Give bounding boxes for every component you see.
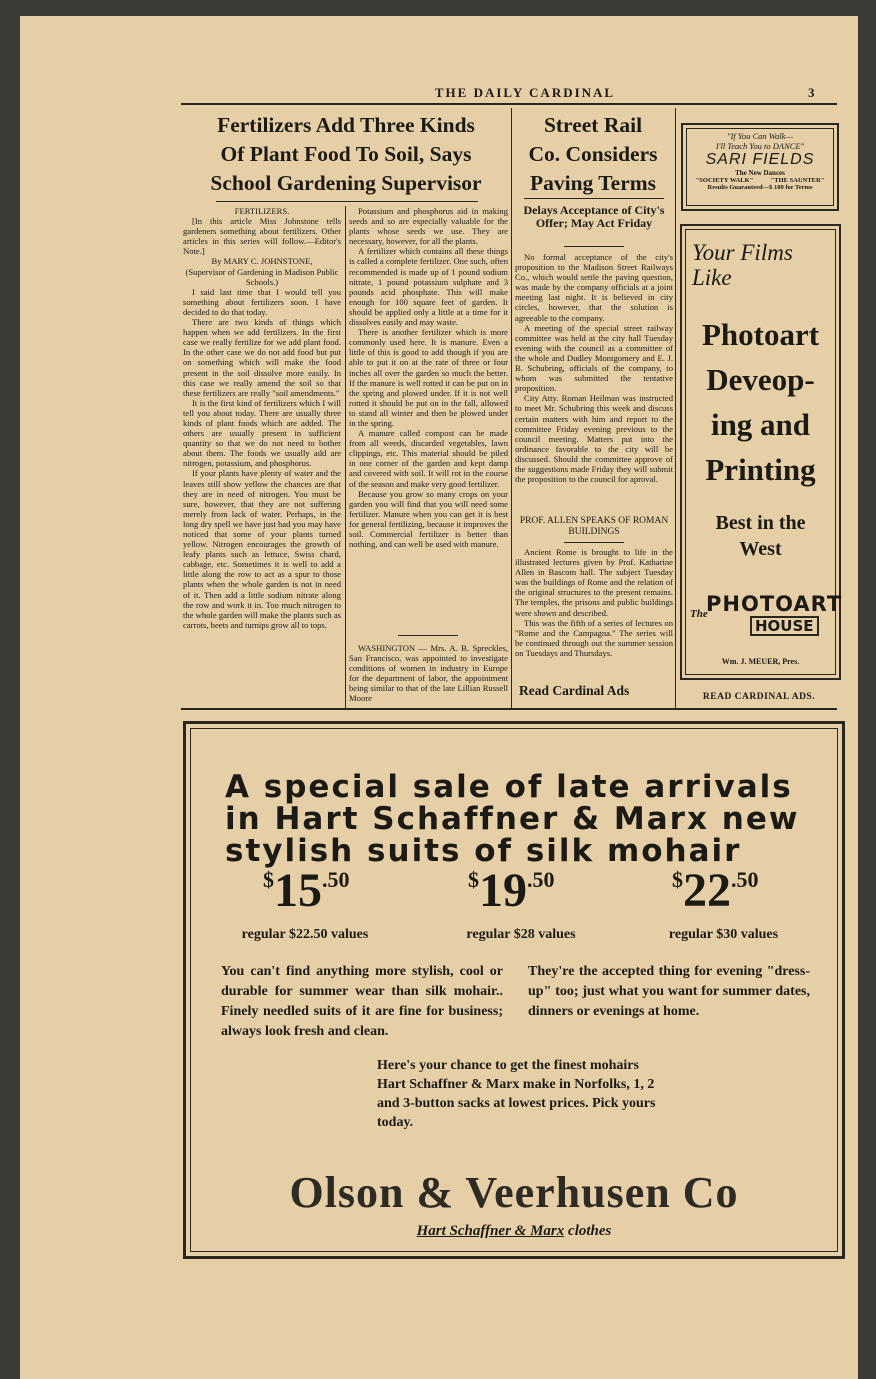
photoart-house-logo [690, 592, 843, 642]
newspaper-page [20, 16, 858, 1379]
ad-text: "If You Can Walk— [727, 131, 793, 141]
paragraph: Ancient Rome is brought to life in the illustrated lectures given by Prof. Katharine Allen in Bascom hall. The subject Tuesday was the buildings of Rome and the relation of the original structures to the present remains. The temples, the prisons and public buildings were shown and described. [515, 547, 673, 618]
byline: By MARY C. JOHNSTONE, [211, 256, 313, 267]
paragraph: City Atty. Roman Heilman was instructed to meet Mr. Schubring this week and discuss certain matters with him and report to the committee Friday evening previous to the council meeting. Matters put into the ordinance favorable to the city will be discussed. Should the committee approve of the suggestions made Friday they will submit the proposition to the council for aproval. [515, 393, 673, 485]
ad-headline-line: A special sale of late arrivals [225, 769, 793, 805]
ad-text: Photoart [701, 317, 820, 352]
editor-note: [In this article Miss Johnstone tells gardeners something about fertilizers. Other articles in this series will follow.—Editor's Note.] [183, 216, 341, 257]
price-cents: .50 [731, 867, 759, 892]
price-1 [263, 864, 350, 917]
headline-line: Paving Terms [529, 171, 657, 195]
fertilizer-column-1 [183, 206, 341, 706]
dollar-sign: $ [468, 867, 479, 892]
ad-text: Printing [705, 452, 816, 487]
ad-text: Like [692, 265, 732, 290]
column-rule [675, 108, 676, 708]
masthead-rule [181, 103, 837, 105]
sari-fields-ad [681, 123, 839, 211]
dollar-sign: $ [263, 867, 274, 892]
regular-price: regular $30 values [668, 927, 779, 942]
short-rule [564, 246, 624, 247]
masthead: THE DAILY CARDINAL [434, 85, 616, 100]
logo-text: PHOTOART [706, 592, 843, 616]
paragraph: There are two kinds of things which happen when we add fertilizers. In the first case we really fertilize for we add plant food. In the other case we do not add food but put on something which will make the food present in the soil dissolve more easily. In this case we really amend the soil so that these fertilizers are really "soil amendments." [183, 317, 341, 398]
fertilizer-headline [181, 111, 511, 198]
olson-ad-frame [190, 728, 838, 1252]
headline-line: Co. Considers [528, 142, 658, 166]
ad-copy-center: Here's your chance to get the finest mohairs Hart Schaffner & Marx make in Norfolks, 1, 2 and 3-button sacks at lowest prices. Pick yours today. [377, 1058, 656, 1130]
section-rule [181, 708, 837, 710]
dance-name: "THE SAUNTER" [770, 177, 825, 184]
brand-suffix: clothes [568, 1223, 612, 1239]
paragraph: It is the first kind of fertilizers which I will tell you about today. There are usually three kinds of plant foods which are added. The others are usually present in sufficient quantity so that we do not need to bother about them. The foods we usually add are nitrogen, potassium, and phosphorus. [183, 397, 341, 469]
fertilizer-column-2 [349, 206, 508, 624]
paragraph: I said last time that I would tell you something about fertilizers soon. I have decided to do that today. [183, 286, 341, 317]
headline-rule [524, 198, 664, 199]
headline-line: School Gardening Supervisor [210, 171, 482, 195]
paragraph: No formal acceptance of the city's proposition to the Madison Street Railways Co., which would settle the paving question, was made by the company officials at a joint meeting last night. It is believed in city circles, however, that the solution is agreeable to the company. [515, 252, 673, 323]
regular-price: regular $22.50 values [241, 927, 369, 942]
price-cents: .50 [322, 867, 350, 892]
ad-copy-left: You can't find anything more stylish, cool or durable for summer wear than silk mohair.. Finely needled suits of it are fine for business; always look fresh and clean. [221, 964, 503, 1039]
price-cents: .50 [527, 867, 555, 892]
prof-allen-subhead: PROF. ALLEN SPEAKS OF ROMAN BUILDINGS [519, 516, 669, 537]
paragraph: Because you grow so many crops on your garden you will find that you will need some fertilizer. Manure when you can get it is best for general fertilizing, because it improves the soil. Commercial fertilizer is better than nothing, and can well be used with manure. [349, 488, 508, 550]
short-rule [398, 635, 458, 636]
read-cardinal-ads-note: Read Cardinal Ads [519, 683, 630, 698]
ad-headline-line: in Hart Schaffner & Marx new [225, 801, 800, 837]
headline-line: Fertilizers Add Three Kinds [217, 113, 475, 137]
headline-rule [216, 201, 478, 202]
sari-ad-frame [686, 128, 834, 206]
street-rail-body [515, 252, 673, 510]
price-dollars: 19 [479, 864, 527, 917]
ad-text: Best in the [715, 512, 806, 534]
price-3 [672, 864, 759, 917]
short-rule [564, 542, 624, 543]
ad-text: ing and [710, 407, 811, 442]
store-subline [191, 1223, 837, 1240]
byline-title: (Supervisor of Gardening in Madison Public Schools.) [185, 266, 339, 287]
paragraph: A meeting of the special street railway committee was held at the city hall Tuesday evening with the council as a committee of the whole and Dudley Montgomery and E. J. B. Schubring, officials of the company, to whom was submitted the tentative proposition. [515, 322, 673, 394]
price-2 [468, 864, 555, 917]
ad-text: Deveop- [706, 362, 815, 397]
ad-copy-right: They're the accepted thing for evening "dress-up" too; just what you want for summer dates, dinners or evenings at home. [528, 964, 810, 1019]
ad-text: Results Guaranteed—$ 180 for Terms [707, 184, 813, 191]
store-name: Olson & Veerhusen Co [289, 1168, 739, 1217]
ad-text: I'll Teach You to DANCE" [715, 141, 805, 151]
read-cardinal-ads: READ CARDINAL ADS. [702, 692, 816, 702]
paragraph: A fertilizer which contains all these things is called a complete fertilizer. One such, often recommended is made up of 1 pound sodium nitrate, 1 pound potassium sulphate and 3 pounds acid phosphate. This will make enough for 100 square feet of garden. It should be applied only a little at a time for it dissolves easily and may waste. [349, 246, 508, 328]
paragraph: A manure called compost can be made from all weeds, discarded vegetables, lawn clippings, etc. This material should be piled in one corner of the garden and kept damp and covered with soil. It will rot in the course of the season and make very good fertilizer. [349, 428, 508, 489]
column-rule [345, 206, 346, 708]
ad-headline-line: stylish suits of silk mohair [225, 833, 742, 869]
photoart-ad [680, 224, 841, 680]
logo-text: HOUSE [750, 616, 819, 636]
photoart-best [686, 510, 835, 562]
ad-text: Your Films [692, 240, 793, 265]
paragraph: Potassium and phosphorus aid in making seeds and so are especially valuable for the plants whose seeds we use. They are necessary, however, for all the plants. [349, 206, 508, 247]
street-rail-headline [512, 111, 674, 198]
paragraph: If your plants have plenty of water and the leaves still show yellow the chances are that they are in need of nitrogen. You must be sure, however, that they are not suffering merely from lack of water. Perhaps, in the long dry spell we have just had you may have noticed that some of your plants turned yellow. Nitrogen encourages the growth of leafy plants such as lettuce, Swiss chard, cabbage, etc. Sometimes it is well to add a little along the row to act as a spur to those plants when the whole garden is not in need of it. Then add a little sodium nitrate along the row and work it in. Too much nitrogen to the whole garden will make the plants such as carrots, beets and turnips grow all to tops. [183, 468, 341, 630]
paragraph: WASHINGTON — Mrs. A. B. Spreckles, San Francisco, was appointed to investigate conditions of women in industry in Europe for the department of labor, the appointment being similar to that of the late Lillian Russell Moore [349, 643, 508, 704]
logo-text: The [690, 608, 708, 620]
dance-list [687, 177, 833, 184]
dancer-name: SARI FIELDS [705, 151, 815, 168]
regular-price: regular $28 values [466, 927, 576, 942]
dance-name: "SOCIETY WALK" [695, 177, 754, 184]
prof-allen-body [515, 547, 673, 677]
page-number: 3 [808, 85, 815, 100]
headline-line: Street Rail [543, 113, 643, 137]
headline-line: Of Plant Food To Soil, Says [220, 142, 472, 166]
photoart-tagline [692, 240, 793, 290]
dollar-sign: $ [672, 867, 683, 892]
paragraph: This was the fifth of a series of lectures on "Rome and the Campagna." The series will be continued through out the summer session on Tuesdays and Thursdays. [515, 617, 673, 658]
paragraph: There is another fertilizer which is more commonly used here. It is manure. Even a little of this is good to add though if you are able to put it on at the rate of three or four inches all over the garden so much the better. If the manure is well rotted it can be put on in the spring and plowed under. If it is not well rotted it should be put on in the fall, allowed to stand all winter and then be plowed under in the spring. [349, 327, 508, 428]
ad-text: West [739, 538, 782, 560]
price-dollars: 15 [274, 864, 322, 917]
ad-text: The New Dances [735, 169, 785, 177]
president-line: Wm. J. MEUER, Pres. [721, 657, 800, 666]
price-dollars: 22 [683, 864, 731, 917]
section-label: FERTILIZERS. [234, 206, 290, 216]
street-rail-subhead: Delays Acceptance of City's Offer; May Act Friday [523, 203, 665, 230]
washington-brief [349, 643, 508, 706]
olson-veerhusen-ad [183, 721, 845, 1259]
photoart-services [686, 312, 835, 492]
photoart-ad-frame [685, 229, 843, 675]
column-rule [511, 108, 512, 708]
brand-name: Hart Schaffner & Marx [416, 1223, 565, 1239]
